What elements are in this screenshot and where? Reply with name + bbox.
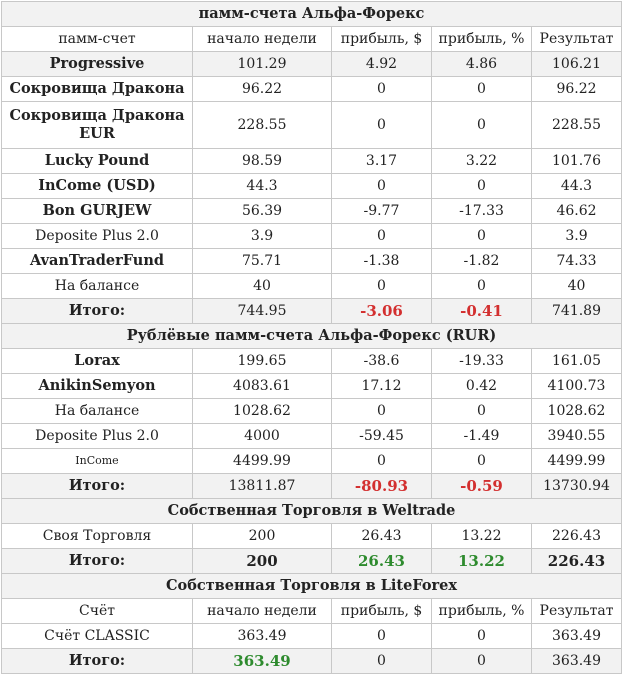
account-name: AnikinSemyon: [2, 374, 193, 399]
table-row: [2, 524, 622, 549]
profit-pct: 13.22: [432, 524, 532, 549]
start-value: 75.71: [193, 249, 332, 274]
section-title-row: [2, 499, 622, 524]
section-title-row: [2, 574, 622, 599]
profit-usd: 0: [332, 224, 432, 249]
profit-pct: 0: [432, 174, 532, 199]
result-value: 106.21: [532, 52, 622, 77]
account-name: На балансе: [2, 274, 193, 299]
total-profit-pct: 0: [432, 649, 532, 674]
table-row: [2, 149, 622, 174]
profit-pct: 0: [432, 224, 532, 249]
profit-pct: -17.33: [432, 199, 532, 224]
result-value: 3.9: [532, 224, 622, 249]
start-value: 363.49: [193, 624, 332, 649]
profit-usd: 0: [332, 399, 432, 424]
table-row: [2, 102, 622, 149]
profit-pct: -1.82: [432, 249, 532, 274]
start-value: 200: [193, 524, 332, 549]
table-row: [2, 399, 622, 424]
total-row: [2, 549, 622, 574]
total-result: 363.49: [532, 649, 622, 674]
profit-pct: 4.86: [432, 52, 532, 77]
total-result: 226.43: [532, 549, 622, 574]
profit-pct: 0.42: [432, 374, 532, 399]
profit-usd: 0: [332, 174, 432, 199]
result-value: 101.76: [532, 149, 622, 174]
account-name: Bon GURJEW: [2, 199, 193, 224]
account-name: Сокровища Дракона: [2, 77, 193, 102]
table-row: [2, 349, 622, 374]
result-value: 4100.73: [532, 374, 622, 399]
section-title-weltrade: Собственная Торговля в Weltrade: [2, 499, 622, 524]
result-value: 228.55: [532, 102, 622, 149]
table-row: [2, 449, 622, 474]
section-title-row: [2, 2, 622, 27]
profit-usd: 4.92: [332, 52, 432, 77]
header-cell: прибыль, $: [332, 599, 432, 624]
start-value: 4499.99: [193, 449, 332, 474]
header-cell: прибыль, $: [332, 27, 432, 52]
profit-pct: 0: [432, 399, 532, 424]
account-name: Счёт CLASSIC: [2, 624, 193, 649]
table-row: [2, 52, 622, 77]
header-cell: прибыль, %: [432, 27, 532, 52]
result-value: 40: [532, 274, 622, 299]
result-value: 44.3: [532, 174, 622, 199]
result-value: 3940.55: [532, 424, 622, 449]
total-row: [2, 649, 622, 674]
header-cell: начало недели: [193, 599, 332, 624]
total-profit-usd: 26.43: [332, 549, 432, 574]
profit-pct: -19.33: [432, 349, 532, 374]
total-label: Итого:: [2, 474, 193, 499]
profit-pct: 3.22: [432, 149, 532, 174]
start-value: 40: [193, 274, 332, 299]
table-row: [2, 374, 622, 399]
total-profit-usd: 0: [332, 649, 432, 674]
start-value: 3.9: [193, 224, 332, 249]
total-result: 741.89: [532, 299, 622, 324]
total-label: Итого:: [2, 649, 193, 674]
account-name: На балансе: [2, 399, 193, 424]
account-name: InCome: [2, 449, 193, 474]
account-name: Lorax: [2, 349, 193, 374]
total-label: Итого:: [2, 299, 193, 324]
start-value: 101.29: [193, 52, 332, 77]
profit-pct: 0: [432, 274, 532, 299]
header-cell: прибыль, %: [432, 599, 532, 624]
header-row: [2, 599, 622, 624]
profit-pct: 0: [432, 77, 532, 102]
start-value: 199.65: [193, 349, 332, 374]
header-row: [2, 27, 622, 52]
start-value: 98.59: [193, 149, 332, 174]
result-value: 74.33: [532, 249, 622, 274]
table-row: [2, 249, 622, 274]
total-start: 13811.87: [193, 474, 332, 499]
start-value: 96.22: [193, 77, 332, 102]
start-value: 44.3: [193, 174, 332, 199]
total-start: 744.95: [193, 299, 332, 324]
profit-usd: -59.45: [332, 424, 432, 449]
table-row: [2, 199, 622, 224]
profit-usd: 26.43: [332, 524, 432, 549]
total-profit-pct: -0.59: [432, 474, 532, 499]
profit-usd: 0: [332, 77, 432, 102]
start-value: 56.39: [193, 199, 332, 224]
total-profit-pct: -0.41: [432, 299, 532, 324]
profit-pct: 0: [432, 102, 532, 149]
result-value: 363.49: [532, 624, 622, 649]
result-value: 1028.62: [532, 399, 622, 424]
total-profit-usd: -3.06: [332, 299, 432, 324]
profit-usd: -1.38: [332, 249, 432, 274]
profit-pct: -1.49: [432, 424, 532, 449]
account-name: AvanTraderFund: [2, 249, 193, 274]
result-value: 46.62: [532, 199, 622, 224]
header-cell: памм-счет: [2, 27, 193, 52]
pamm-summary-table: [1, 1, 622, 674]
profit-usd: 0: [332, 449, 432, 474]
table-row: [2, 274, 622, 299]
total-start: 200: [193, 549, 332, 574]
account-name: Сокровища Дракона EUR: [2, 102, 193, 149]
profit-usd: 3.17: [332, 149, 432, 174]
section-title-rub: Рублёвые памм-счета Альфа-Форекс (RUR): [2, 324, 622, 349]
total-profit-pct: 13.22: [432, 549, 532, 574]
total-profit-usd: -80.93: [332, 474, 432, 499]
account-name: Своя Торговля: [2, 524, 193, 549]
account-name: InCome (USD): [2, 174, 193, 199]
header-cell: Результат: [532, 27, 622, 52]
table-row: [2, 174, 622, 199]
table-row: [2, 424, 622, 449]
start-value: 1028.62: [193, 399, 332, 424]
account-name: Lucky Pound: [2, 149, 193, 174]
header-cell: начало недели: [193, 27, 332, 52]
profit-usd: 17.12: [332, 374, 432, 399]
account-name: Deposite Plus 2.0: [2, 224, 193, 249]
start-value: 4000: [193, 424, 332, 449]
result-value: 4499.99: [532, 449, 622, 474]
start-value: 4083.61: [193, 374, 332, 399]
result-value: 96.22: [532, 77, 622, 102]
total-start: 363.49: [193, 649, 332, 674]
section-title-alpha: памм-счета Альфа-Форекс: [2, 2, 622, 27]
total-label: Итого:: [2, 549, 193, 574]
profit-usd: -38.6: [332, 349, 432, 374]
account-name: Progressive: [2, 52, 193, 77]
table-row: [2, 624, 622, 649]
total-result: 13730.94: [532, 474, 622, 499]
result-value: 161.05: [532, 349, 622, 374]
profit-pct: 0: [432, 449, 532, 474]
profit-pct: 0: [432, 624, 532, 649]
account-name: Deposite Plus 2.0: [2, 424, 193, 449]
profit-usd: -9.77: [332, 199, 432, 224]
profit-usd: 0: [332, 274, 432, 299]
header-cell: Результат: [532, 599, 622, 624]
header-cell: Счёт: [2, 599, 193, 624]
profit-usd: 0: [332, 102, 432, 149]
result-value: 226.43: [532, 524, 622, 549]
table-row: [2, 77, 622, 102]
section-title-liteforex: Собственная Торговля в LiteForex: [2, 574, 622, 599]
total-row: [2, 474, 622, 499]
section-title-row: [2, 324, 622, 349]
total-row: [2, 299, 622, 324]
table-row: [2, 224, 622, 249]
profit-usd: 0: [332, 624, 432, 649]
start-value: 228.55: [193, 102, 332, 149]
